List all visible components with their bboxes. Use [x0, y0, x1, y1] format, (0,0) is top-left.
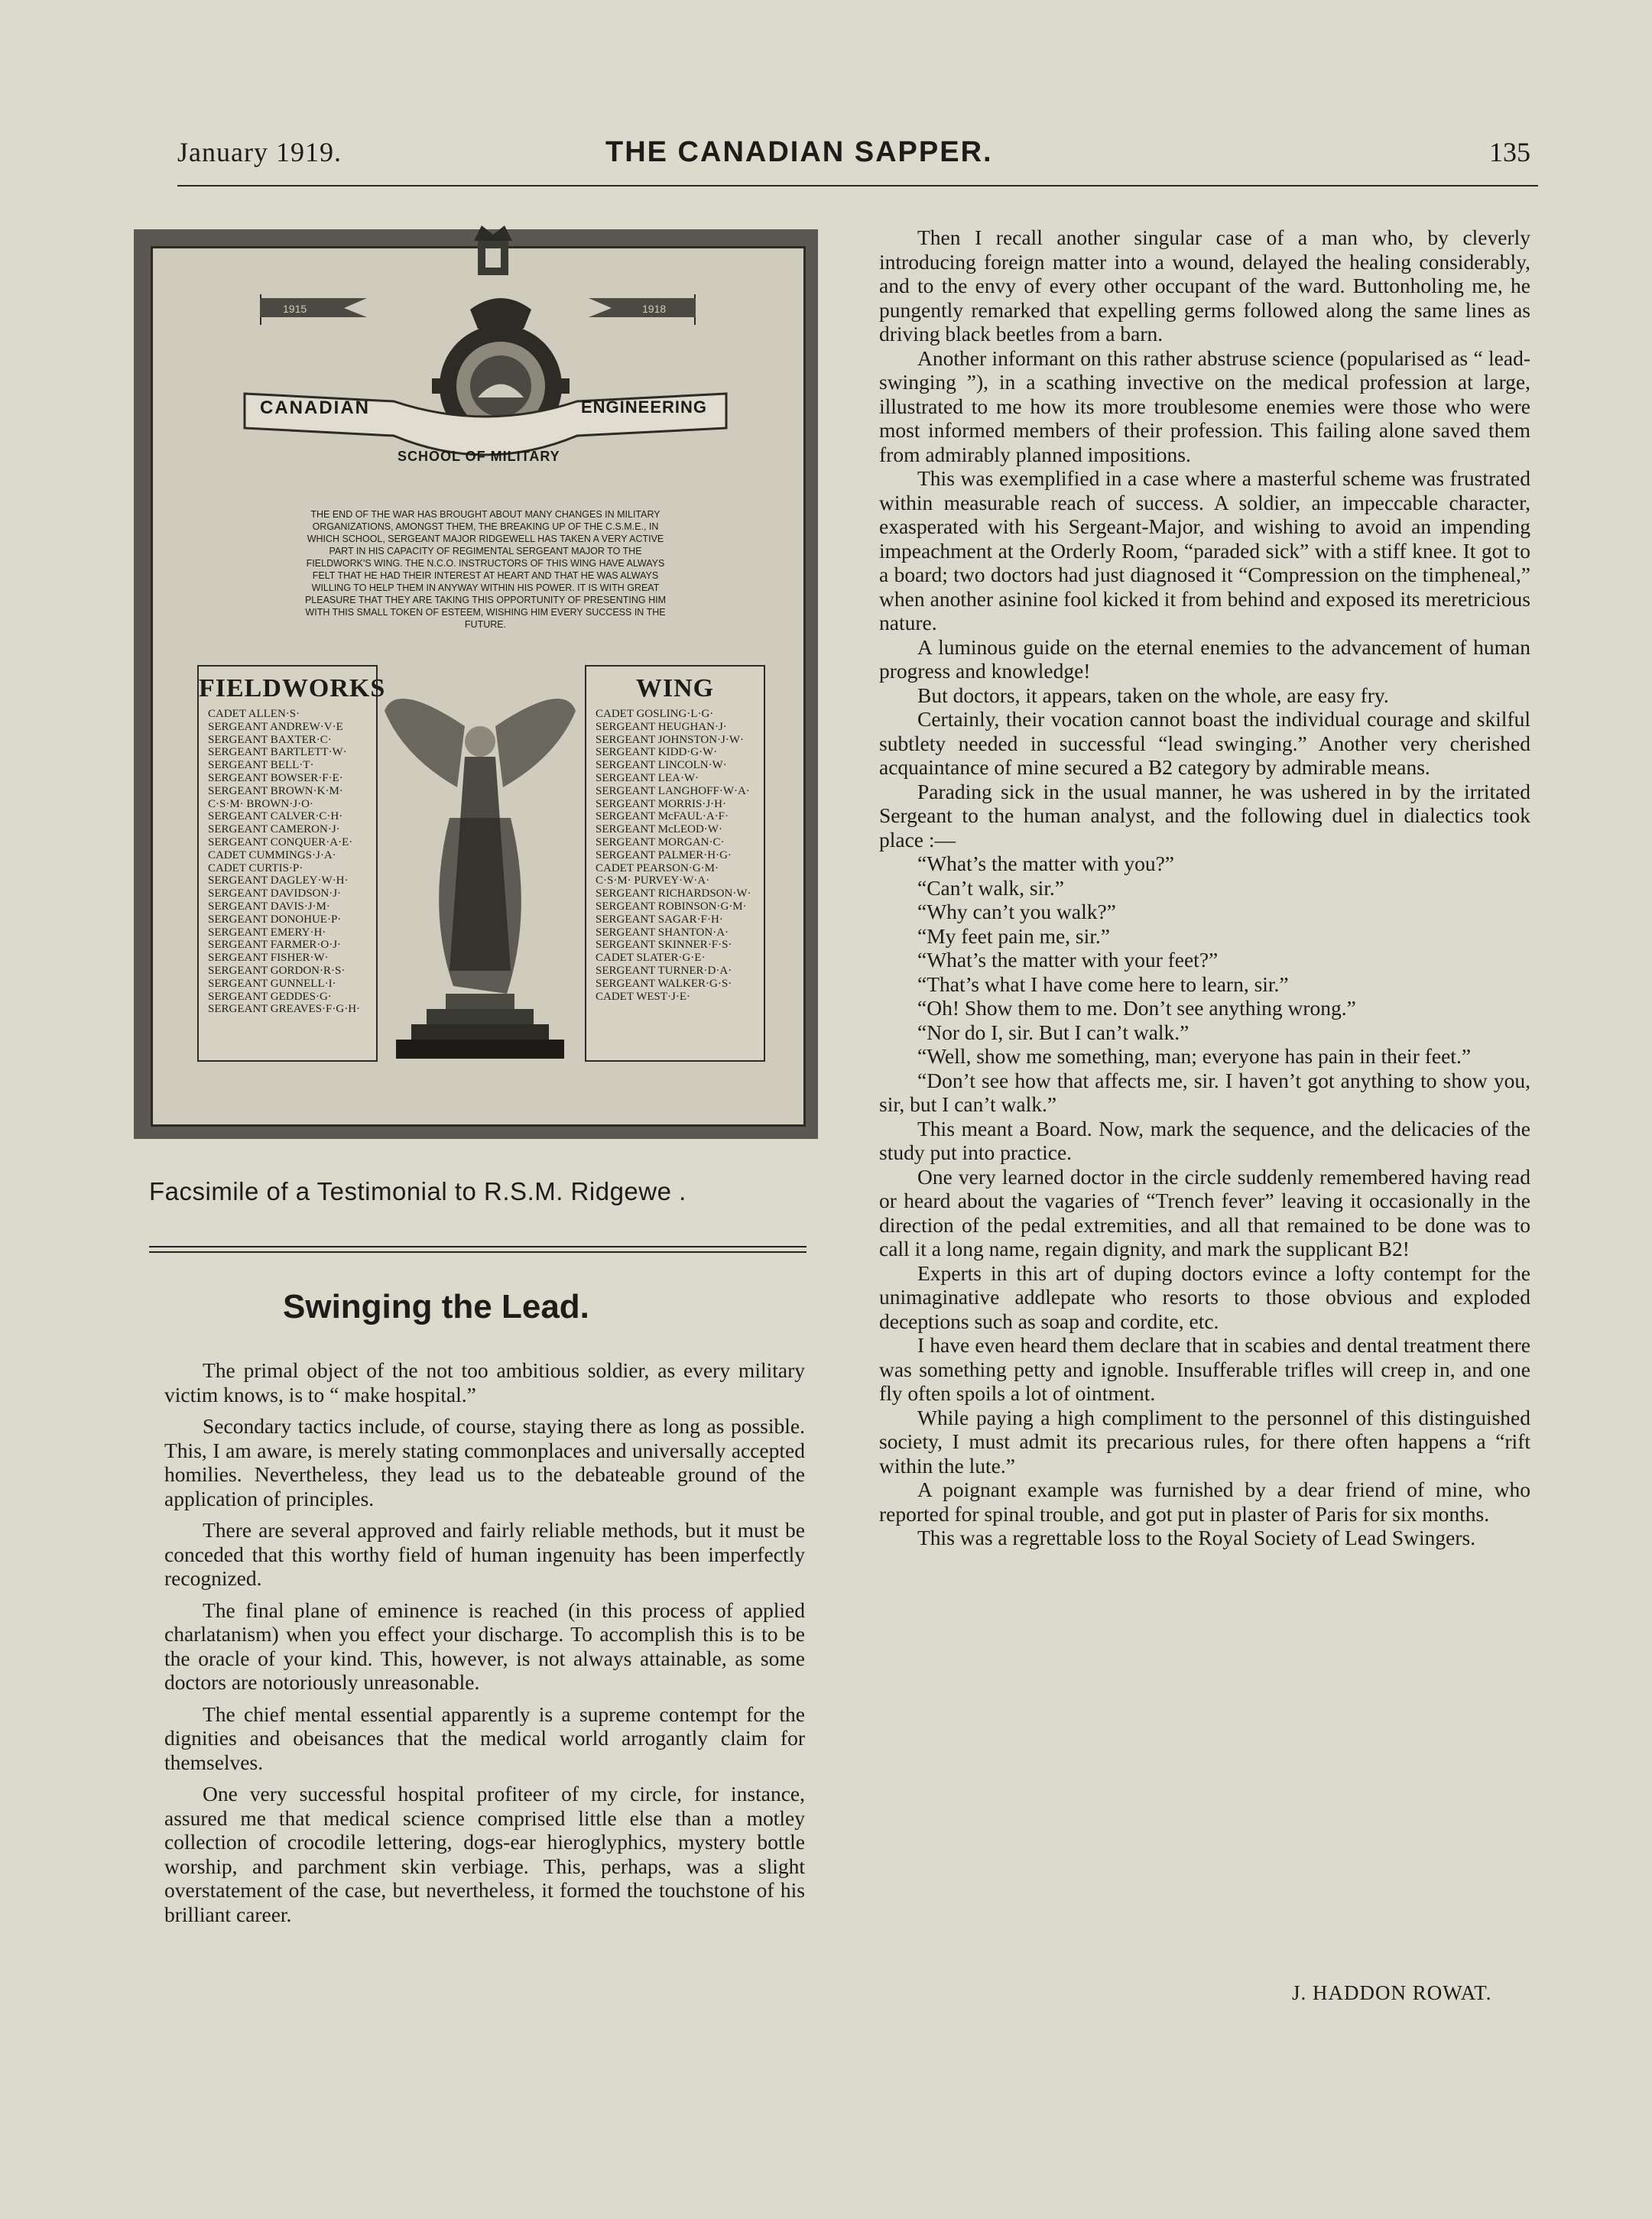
- name-entry: SERGEANT ROBINSON·G·M·: [596, 900, 747, 913]
- name-entry: SERGEANT SHANTON·A·: [596, 926, 729, 939]
- paragraph: “What’s the matter with you?”: [917, 852, 1174, 875]
- ribbon-text-left: CANADIAN: [260, 397, 370, 418]
- name-entry: SERGEANT LINCOLN·W·: [596, 759, 727, 772]
- section-rule-top: [149, 1246, 807, 1247]
- header-date: January 1919.: [177, 137, 342, 167]
- paragraph: This was a regrettable loss to the Royal Society of Lead Swingers.: [917, 1526, 1476, 1549]
- name-entry: SERGEANT LANGHOFF·W·A·: [596, 784, 750, 797]
- name-entry: SERGEANT FARMER·O·J·: [208, 939, 342, 952]
- fieldworks-roll: [197, 665, 386, 1062]
- wing-roll: [585, 665, 765, 1062]
- paragraph: Then I recall another singular case of a man who, by cleverly introducing foreign matter into a wound, delayed the healing considerably, and to the envy of every other occupant of the ward. Buttonholing me, he pungently remarked that expelling germs followed along the same lines as driving black beetles from a barn.: [879, 225, 1530, 346]
- paragraph: “Oh! Show them to me. Don’t see anything wrong.”: [917, 996, 1356, 1020]
- paragraph: The final plane of eminence is reached (in this process of applied charlatanism) when you effect your discharge. To accomplish this is to be the oracle of your kind. This, however, is not always attainable, as some doctors are notoriously unreasonable.: [164, 1598, 805, 1694]
- paragraph: There are several approved and fairly reliable methods, but it must be conceded that this worthy field of human ingenuity has been imperfectly recognized.: [164, 1518, 805, 1590]
- name-entry: SERGEANT GREAVES·F·G·H·: [208, 1003, 361, 1016]
- name-entry: SERGEANT WALKER·G·S·: [596, 977, 732, 990]
- banner-year-right: 1918: [642, 303, 667, 315]
- name-entry: SERGEANT TURNER·D·A·: [596, 964, 732, 977]
- name-entry: SERGEANT MORRIS·J·H·: [596, 797, 726, 810]
- name-entry: SERGEANT McLEOD·W·: [596, 823, 722, 836]
- name-entry: SERGEANT ANDREW·V·E: [208, 720, 343, 733]
- name-entry: SERGEANT McFAUL·A·F·: [596, 810, 729, 823]
- paragraph: “Why can’t you walk?”: [917, 900, 1116, 923]
- pennant-left-icon: [260, 294, 375, 325]
- name-entry: C·S·M· BROWN·J·O·: [208, 797, 313, 810]
- paragraph: “Don’t see how that affects me, sir. I haven’t got anything to show you, sir, but I can’t walk.”: [879, 1068, 1530, 1116]
- name-entry: SERGEANT DONOHUE·P·: [208, 913, 342, 926]
- name-entry: SERGEANT DAVIDSON·J·: [208, 887, 342, 900]
- paragraph: “That’s what I have come here to learn, sir.”: [917, 972, 1289, 996]
- name-entry: SERGEANT SKINNER·F·S·: [596, 939, 732, 952]
- paragraph: Parading sick in the usual manner, he was ushered in by the irritated Sergeant to the human analyst, and the following duel in dialectics took place :—: [879, 779, 1530, 852]
- name-entry: CADET CURTIS·P·: [208, 861, 303, 874]
- section-rule-bottom: [149, 1251, 807, 1253]
- article-column-right: [879, 225, 1530, 1550]
- fieldworks-heading: FIELDWORKS: [199, 674, 386, 702]
- author-signature: J. HADDON ROWAT.: [1292, 1981, 1492, 2004]
- paragraph: “What’s the matter with your feet?”: [917, 948, 1219, 972]
- paragraph: “Can’t walk, sir.”: [917, 875, 1064, 900]
- crown-crest-icon: [459, 218, 527, 279]
- fieldworks-names: [208, 708, 376, 1016]
- paragraph: This meant a Board. Now, mark the sequence, and the delicacies of the study put into practice.: [879, 1116, 1530, 1164]
- name-entry: SERGEANT DAVIS·J·M·: [208, 900, 330, 913]
- name-entry: SERGEANT BOWSER·F·E·: [208, 771, 343, 784]
- article-title: Swinging the Lead.: [283, 1288, 589, 1325]
- paragraph: But doctors, it appears, taken on the whole, are easy fry.: [917, 683, 1389, 707]
- paragraph: The primal object of the not too ambitious soldier, as every military victim knows, is to “ make hospital.”: [164, 1358, 805, 1406]
- name-entry: SERGEANT BAXTER·C·: [208, 733, 332, 746]
- name-entry: SERGEANT JOHNSTON·J·W·: [596, 733, 745, 746]
- name-entry: SERGEANT BARTLETT·W·: [208, 746, 347, 759]
- header-title: THE CANADIAN SAPPER.: [605, 136, 993, 168]
- testimonial-facsimile: [134, 229, 818, 1139]
- paragraph: One very learned doctor in the circle suddenly remembered having read or heard about the vagaries of “Trench fever” leaving it occasionally in the direction of the pedal extremities, and all that remained to be done was to call it a long name, regain dignity, and mark the supplicant B2!: [879, 1164, 1530, 1260]
- paragraph: A luminous guide on the eternal enemies to the advancement of human progress and knowledge!: [879, 634, 1530, 683]
- paragraph: Certainly, their vocation cannot boast the individual courage and skilful subtlety needed in successful “lead swinging.” Another very cherished acquaintance of mine secured a B2 category by admirable means.: [879, 707, 1530, 779]
- ribbon-text-right: ENGINEERING: [581, 397, 708, 417]
- pennant-right-icon: [581, 294, 696, 325]
- wing-names: [596, 708, 764, 1003]
- page-number: 135: [1489, 137, 1530, 167]
- ribbon-text-middle: SCHOOL OF MILITARY: [398, 449, 560, 464]
- name-entry: SERGEANT MORGAN·C·: [596, 835, 725, 848]
- winged-victory-figure-icon: [381, 665, 579, 1093]
- paragraph: The chief mental essential apparently is a supreme contempt for the dignities and obeisances that the medical world arrogantly claim for themselves.: [164, 1702, 805, 1774]
- paragraph: “Nor do I, sir. But I can’t walk.”: [917, 1020, 1190, 1044]
- paragraph: Experts in this art of duping doctors evince a lofty contempt for the unimaginative addlepate who resorts to those obvious and exploded deceptions such as soap and cordite, etc.: [879, 1260, 1530, 1333]
- name-entry: SERGEANT CONQUER·A·E·: [208, 835, 353, 848]
- paragraph: Another informant on this rather abstruse science (popularised as “ lead-swinging ”), in a scathing invective on the medical profession at large, illustrated to me how its more troublesome enemies were those who were most informed members of their profession. This failing alone saved them from admirably planned impositions.: [879, 346, 1530, 466]
- testimonial-text: THE END OF THE WAR HAS BROUGHT ABOUT MANY CHANGES IN MILITARY ORGANIZATIONS, AMONGST THEM, THE BREAKING UP OF THE C.S.M.E., IN WHICH SCHOOL, SERGEANT MAJOR RIDGEWELL HAS TAKEN A VERY ACTIVE PART IN HIS CAPACITY OF REGIMENTAL SERGEANT MAJOR TO THE FIELDWORK'S WING. THE N.C.O. INSTRUCTORS OF THIS WING HAVE ALWAYS FELT THAT HE HAD THEIR INTEREST AT HEART AND THAT HE WAS ALWAYS WILLING TO HELP THEM IN ANYWAY WITHIN HIS POWER. IT IS WITH GREAT PLEASURE THAT THEY ARE TAKING THIS OPPORTUNITY OF PRESENTING HIM WITH THIS SMALL TOKEN OF ESTEEM, WISHING HIM EVERY SUCCESS IN THE FUTURE.: [304, 509, 667, 630]
- name-entry: SERGEANT CAMERON·J·: [208, 823, 340, 836]
- running-header: [177, 136, 1546, 182]
- article-column-left: [164, 1358, 805, 1934]
- header-rule: [177, 185, 1538, 187]
- banner-year-left: 1915: [283, 303, 307, 315]
- name-entry: SERGEANT GUNNELL·I·: [208, 977, 336, 990]
- paragraph: “My feet pain me, sir.”: [917, 923, 1110, 948]
- name-entry: SERGEANT KIDD·G·W·: [596, 746, 718, 759]
- name-entry: CADET CUMMINGS·J·A·: [208, 848, 336, 861]
- paragraph: A poignant example was furnished by a dear friend of mine, who reported for spinal trouble, and got put in plaster of Paris for six months.: [879, 1478, 1530, 1526]
- name-entry: C·S·M· PURVEY·W·A·: [596, 874, 710, 887]
- wing-heading: WING: [635, 674, 715, 702]
- name-entry: CADET GOSLING·L·G·: [596, 708, 714, 720]
- paragraph: I have even heard them declare that in scabies and dental treatment there was something petty and ignoble. Insufferable trifles will creep in, and one fly often spoils a lot of ointment.: [879, 1333, 1530, 1405]
- name-entry: SERGEANT GORDON·R·S·: [208, 964, 346, 977]
- name-entry: CADET SLATER·G·E·: [596, 952, 706, 965]
- paragraph: Secondary tactics include, of course, staying there as long as possible. This, I am aware, is merely stating commonplaces and universally accepted homilies. Nevertheless, they lead us to the debateable ground of the application of principles.: [164, 1414, 805, 1510]
- name-entry: SERGEANT FISHER·W·: [208, 952, 329, 965]
- name-entry: SERGEANT BELL·T·: [208, 759, 314, 772]
- paragraph: This was exemplified in a case where a masterful scheme was frustrated within measurable reach of success. A soldier, an impeccable character, exasperated with his Sergeant-Major, and wishing to avoid an impending impeachment at the Orderly Room, “paraded sick” with a stiff knee. It got to a board; two doctors had just diagnosed it “Compression on the timpheneal,” when another asinine fool kicked it from behind and exposed its meretricious nature.: [879, 466, 1530, 634]
- name-entry: SERGEANT CALVER·C·H·: [208, 810, 343, 823]
- paragraph: One very successful hospital profiteer of my circle, for instance, assured me that medical science comprised little else than a motley collection of crocodile lettering, dogs-ear hieroglyphics, mystery bottle worship, and parchment skin verbiage. This, perhaps, was a slight overstatement of the case, but nevertheless, it formed the touchstone of his brilliant career.: [164, 1782, 805, 1926]
- name-entry: CADET PEARSON·G·M·: [596, 861, 719, 874]
- name-entry: CADET WEST·J·E·: [596, 990, 691, 1003]
- name-entry: CADET ALLEN·S·: [208, 708, 300, 720]
- name-entry: SERGEANT GEDDES·G·: [208, 990, 332, 1003]
- name-entry: SERGEANT PALMER·H·G·: [596, 848, 732, 861]
- name-entry: SERGEANT SAGAR·F·H·: [596, 913, 723, 926]
- figure-caption: Facsimile of a Testimonial to R.S.M. Ridgewe .: [149, 1177, 686, 1205]
- name-entry: SERGEANT HEUGHAN·J·: [596, 720, 727, 733]
- paragraph: “Well, show me something, man; everyone has pain in their feet.”: [917, 1044, 1472, 1068]
- paragraph: While paying a high compliment to the personnel of this distinguished society, I must admit its precarious rules, for there often happens a “rift within the lute.”: [879, 1405, 1530, 1478]
- name-entry: SERGEANT DAGLEY·W·H·: [208, 874, 349, 887]
- name-entry: SERGEANT LEA·W·: [596, 771, 699, 784]
- name-entry: SERGEANT EMERY·H·: [208, 926, 326, 939]
- testimonial-panel: [151, 246, 806, 1127]
- name-entry: SERGEANT BROWN·K·M·: [208, 784, 343, 797]
- name-entry: SERGEANT RICHARDSON·W·: [596, 887, 751, 900]
